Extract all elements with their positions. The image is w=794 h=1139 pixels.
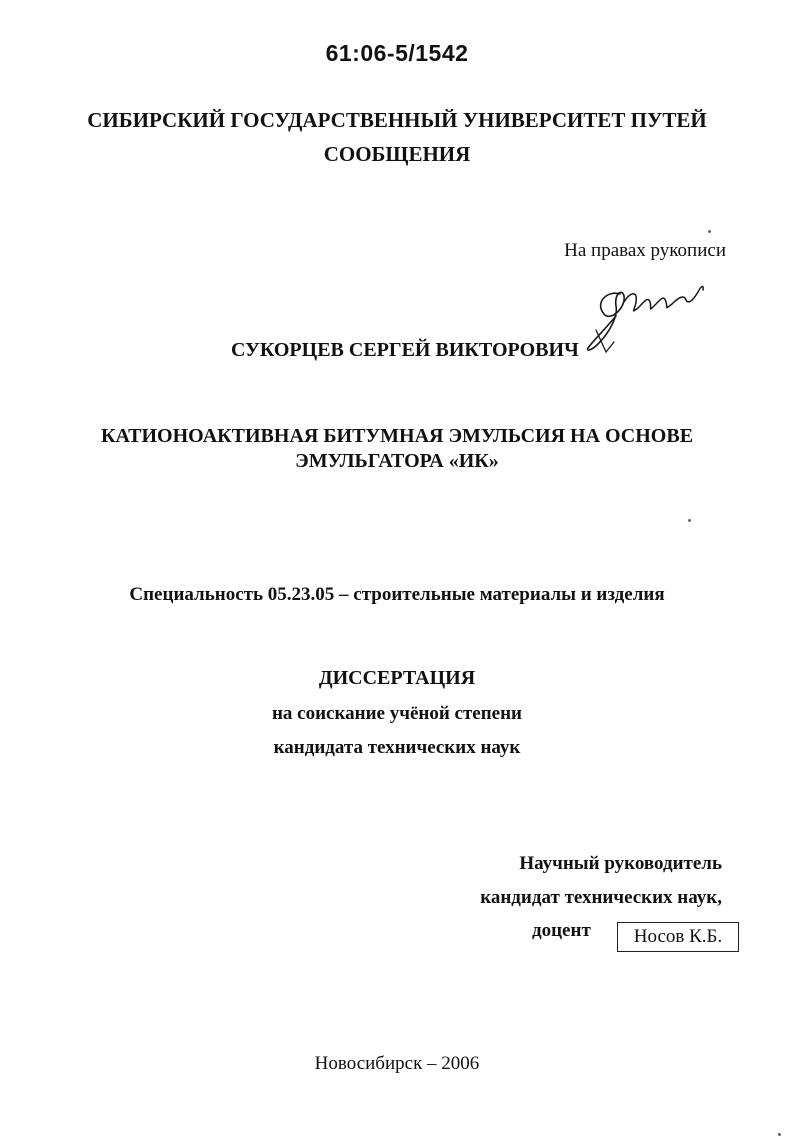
degree-line1: на соискание учёной степени bbox=[271, 703, 522, 724]
scan-speck bbox=[708, 230, 711, 233]
supervisor-name-box: Носов К.Б. bbox=[617, 922, 739, 952]
supervisor-rank: доцент bbox=[532, 920, 591, 941]
dissertation-title-line1: КАТИОНОАКТИВНАЯ БИТУМНАЯ ЭМУЛЬСИЯ НА ОСНОВЕ bbox=[100, 425, 694, 447]
manuscript-rights-label: На правах рукописи bbox=[564, 240, 726, 261]
dissertation-title-line2: ЭМУЛЬГАТОРА «ИК» bbox=[295, 450, 499, 472]
scan-speck bbox=[778, 1133, 781, 1136]
author-name: СУКОРЦЕВ СЕРГЕЙ ВИКТОРОВИЧ bbox=[231, 339, 579, 361]
author-signature bbox=[580, 272, 715, 357]
supervisor-degree: кандидат технических наук, bbox=[480, 887, 722, 908]
degree-line2: кандидата технических наук bbox=[273, 737, 521, 758]
place-year: Новосибирск – 2006 bbox=[314, 1053, 480, 1074]
dissertation-heading: ДИССЕРТАЦИЯ bbox=[318, 667, 476, 689]
specialty-line: Специальность 05.23.05 – строительные материалы и изделия bbox=[129, 584, 665, 605]
university-name-line2: СООБЩЕНИЯ bbox=[323, 142, 471, 166]
registration-code: 61:06-5/1542 bbox=[325, 40, 469, 66]
university-name-line1: СИБИРСКИЙ ГОСУДАРСТВЕННЫЙ УНИВЕРСИТЕТ ПУТЕЙ bbox=[87, 108, 707, 132]
supervisor-label: Научный руководитель bbox=[519, 853, 722, 874]
scan-speck bbox=[688, 519, 691, 522]
